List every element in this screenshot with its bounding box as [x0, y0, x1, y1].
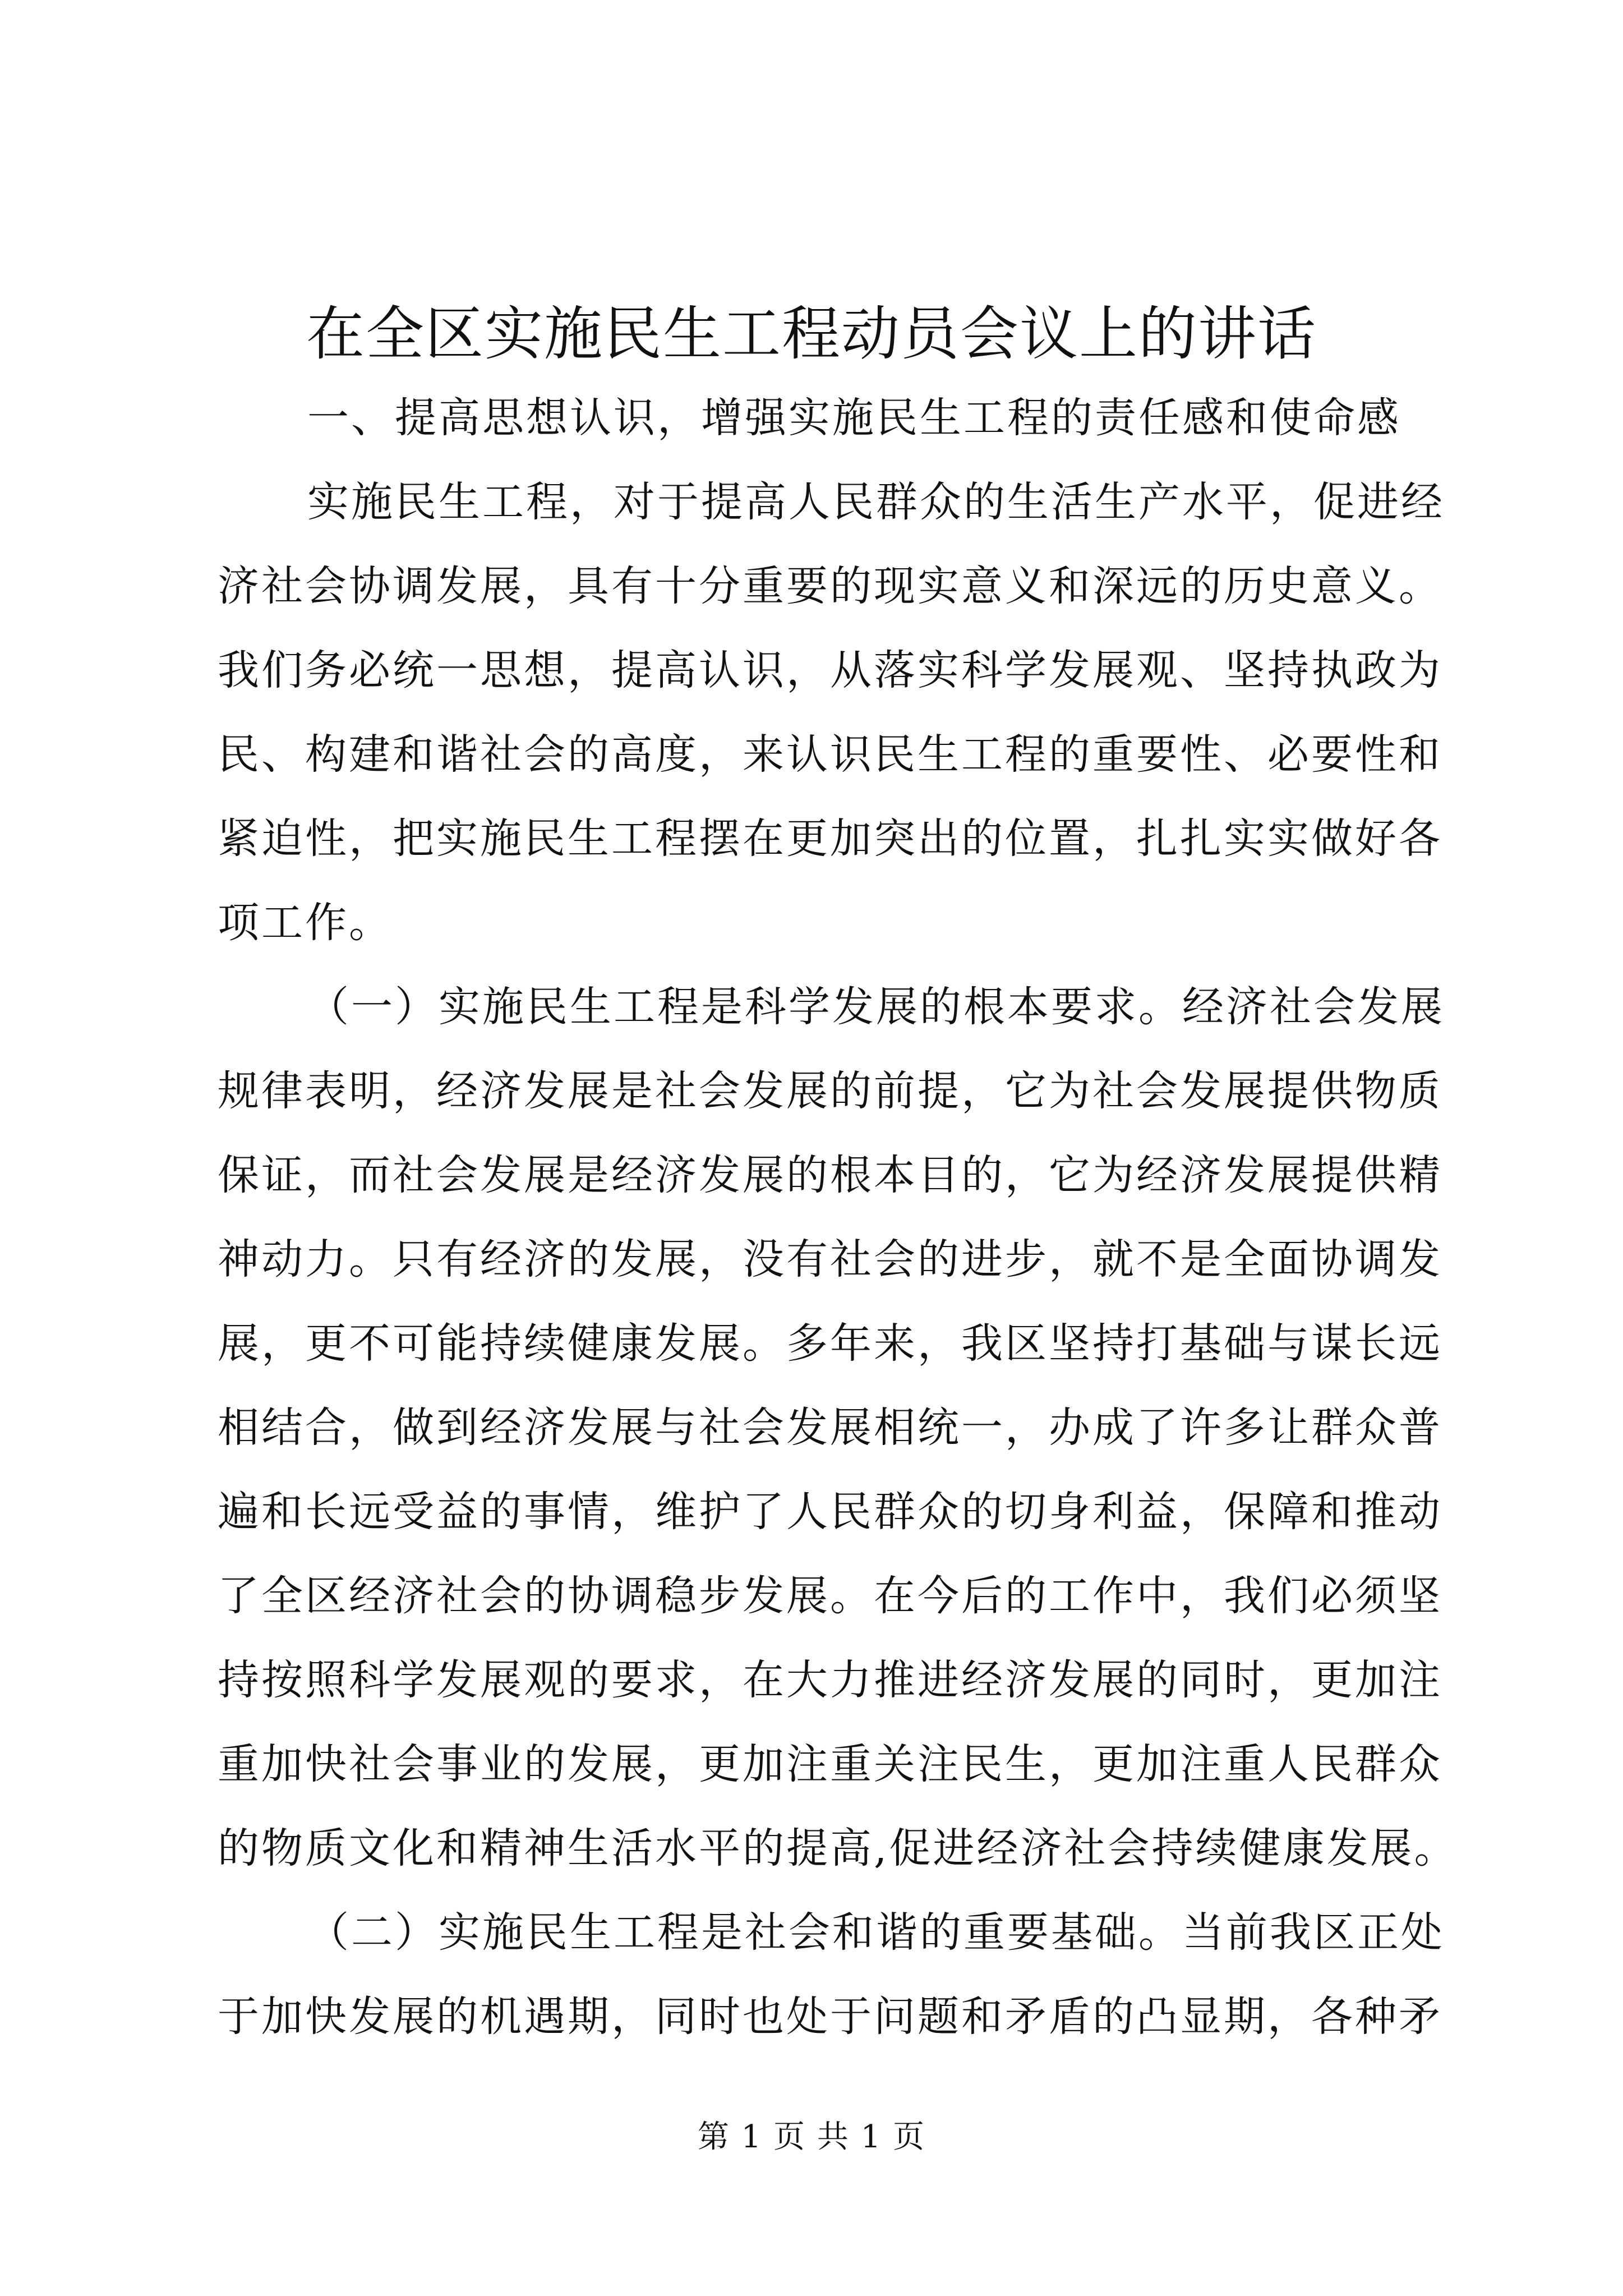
- paragraph-line: 我们务必统一思想，提高认识，从落实科学发展观、坚持执政为: [218, 646, 1442, 694]
- paragraph-line: 济社会协调发展，具有十分重要的现实意义和深远的历史意义。: [218, 562, 1442, 610]
- paragraph-line: 于加快发展的机遇期，同时也处于问题和矛盾的凸显期，各种矛: [218, 1993, 1442, 2041]
- paragraph-line: 遍和长远受益的事情，维护了人民群众的切身利益，保障和推动: [218, 1488, 1442, 1536]
- section-heading: 一、提高思想认识，增强实施民生工程的责任感和使命感: [307, 394, 1401, 442]
- paragraph-line: （二）实施民生工程是社会和谐的重要基础。当前我区正处: [307, 1908, 1445, 1957]
- paragraph-line: 展，更不可能持续健康发展。多年来，我区坚持打基础与谋长远: [218, 1319, 1442, 1368]
- document-body: [218, 376, 1458, 2059]
- document-title: 在全区实施民生工程动员会议上的讲话: [306, 300, 1317, 368]
- page-footer: 第 1 页 共 1 页: [697, 2119, 926, 2155]
- paragraph-line: 保证，而社会发展是经济发展的根本目的，它为经济发展提供精: [218, 1151, 1442, 1199]
- paragraph-line: 项工作。: [218, 899, 393, 947]
- paragraph-line: 神动力。只有经济的发展，没有社会的进步，就不是全面协调发: [218, 1235, 1442, 1283]
- paragraph-line: 持按照科学发展观的要求，在大力推进经济发展的同时，更加注: [218, 1656, 1442, 1704]
- paragraph-line: 实施民生工程，对于提高人民群众的生活生产水平，促进经: [307, 478, 1445, 526]
- paragraph-line: 民、构建和谐社会的高度，来认识民生工程的重要性、必要性和: [218, 730, 1442, 779]
- paragraph-line: 重加快社会事业的发展，更加注重关注民生，更加注重人民群众: [218, 1740, 1442, 1788]
- paragraph-line: 的物质文化和精神生活水平的提高,促进经济社会持续健康发展。: [218, 1824, 1458, 1872]
- paragraph-line: （一）实施民生工程是科学发展的根本要求。经济社会发展: [307, 983, 1445, 1031]
- paragraph-line: 相结合，做到经济发展与社会发展相统一，办成了许多让群众普: [218, 1404, 1442, 1452]
- paragraph-line: 了全区经济社会的协调稳步发展。在今后的工作中，我们必须坚: [218, 1572, 1442, 1620]
- paragraph-line: 紧迫性，把实施民生工程摆在更加突出的位置，扎扎实实做好各: [218, 815, 1442, 863]
- paragraph-line: 规律表明，经济发展是社会发展的前提，它为社会发展提供物质: [218, 1067, 1442, 1115]
